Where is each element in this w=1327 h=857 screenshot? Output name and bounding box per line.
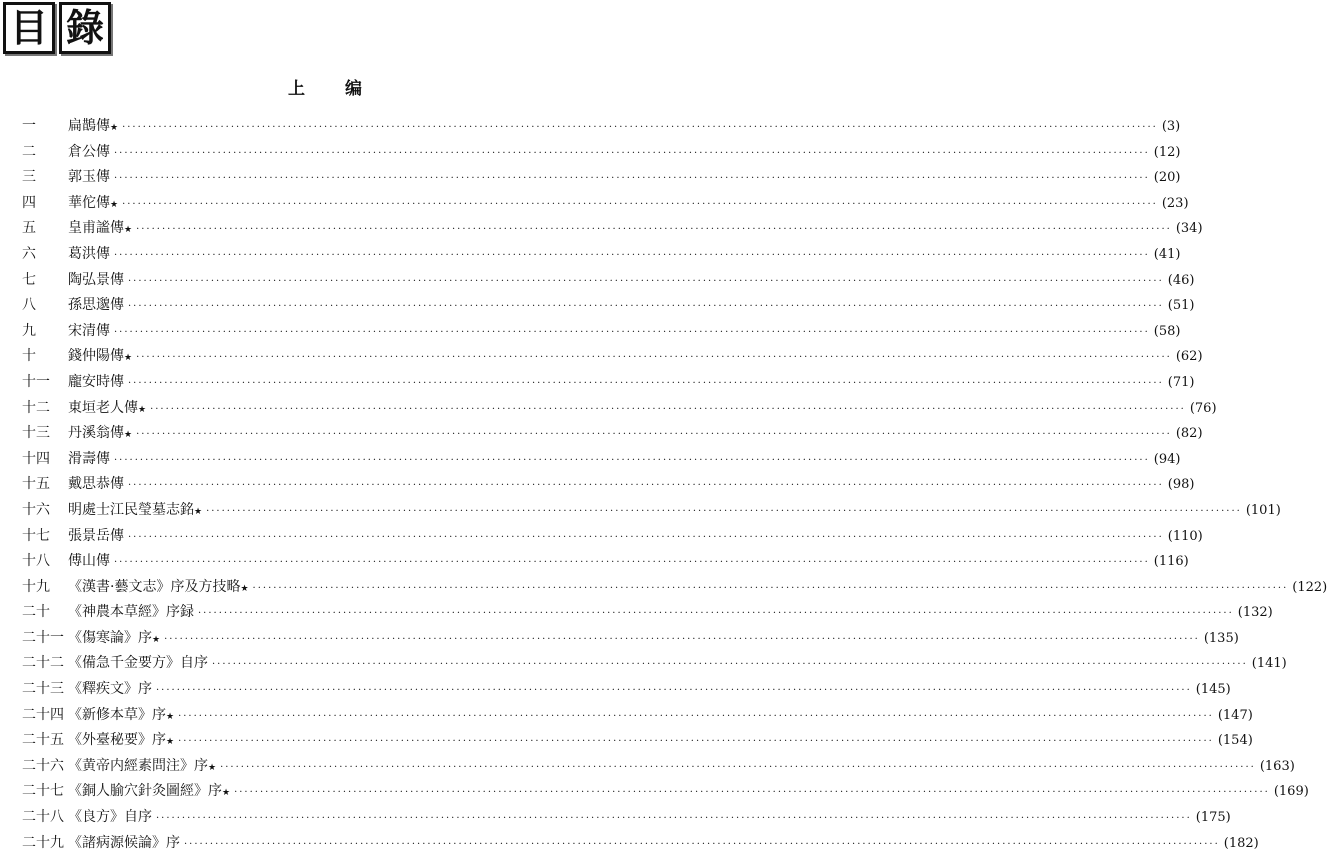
dot-leader: ········································································································································································································ xyxy=(156,685,1192,697)
toc-list xyxy=(22,114,1327,856)
toc-entry-page: (51) xyxy=(1167,298,1195,314)
toc-entry-title: 《銅人腧穴針灸圖經》序 xyxy=(68,783,222,800)
toc-entry-title: 《黄帝内經素問注》序 xyxy=(68,757,208,774)
toc-heading xyxy=(3,2,111,54)
toc-entry-title: 《備急千金要方》自序 xyxy=(68,655,208,672)
toc-entry-title: 戴思恭傳 xyxy=(68,476,124,493)
toc-entry-page: (98) xyxy=(1167,477,1195,493)
dot-leader: ········································································································································································································ xyxy=(114,249,1150,261)
dot-leader: ········································································································································································································ xyxy=(136,352,1172,364)
toc-entry-title: 葛洪傳 xyxy=(68,245,110,262)
toc-entry-page: (82) xyxy=(1175,426,1203,442)
heading-char-mu: 目 xyxy=(3,2,55,54)
toc-entry-number: 二十九 xyxy=(22,834,64,851)
toc-entry[interactable] xyxy=(22,293,1195,319)
toc-entry-page: (110) xyxy=(1167,528,1203,544)
star-icon: ★ xyxy=(240,583,249,594)
toc-entry-page: (147) xyxy=(1217,707,1253,723)
toc-entry-page: (175) xyxy=(1195,810,1231,826)
dot-leader: ········································································································································································································ xyxy=(178,736,1214,748)
toc-entry-number: 二十四 xyxy=(22,706,64,723)
toc-entry-title: 明處士江民瑩墓志銘 xyxy=(68,501,194,518)
toc-entry-title: 傅山傳 xyxy=(68,553,110,570)
dot-leader: ········································································································································································································ xyxy=(156,813,1192,825)
toc-entry-number: 二十三 xyxy=(22,681,64,698)
toc-entry-title: 孫思邈傳 xyxy=(68,297,124,314)
toc-entry[interactable] xyxy=(22,216,1203,242)
toc-entry-page: (101) xyxy=(1245,502,1281,518)
toc-entry[interactable] xyxy=(22,344,1203,370)
dot-leader: ········································································································································································································ xyxy=(114,147,1150,159)
toc-entry[interactable] xyxy=(22,319,1181,345)
toc-entry[interactable] xyxy=(22,165,1181,191)
star-icon: ★ xyxy=(152,634,161,645)
toc-entry[interactable] xyxy=(22,805,1231,831)
star-icon: ★ xyxy=(138,404,147,415)
toc-entry-page: (116) xyxy=(1153,554,1189,570)
toc-entry[interactable] xyxy=(22,600,1273,626)
toc-entry-number: 二十五 xyxy=(22,732,64,749)
star-icon: ★ xyxy=(166,711,175,722)
toc-entry-title: 宋清傳 xyxy=(68,322,110,339)
toc-entry-title: 《新修本草》序 xyxy=(68,706,166,723)
toc-entry[interactable] xyxy=(22,191,1189,217)
toc-entry[interactable] xyxy=(22,831,1259,857)
toc-entry-title: 張景岳傳 xyxy=(68,527,124,544)
toc-entry-number: 十五 xyxy=(22,476,50,493)
dot-leader: ········································································································································································································ xyxy=(234,787,1270,799)
dot-leader: ········································································································································································································ xyxy=(128,275,1164,287)
toc-entry-title: 《釋疾文》序 xyxy=(68,681,152,698)
toc-entry-number: 九 xyxy=(22,322,36,339)
toc-entry[interactable] xyxy=(22,779,1309,805)
toc-entry-number: 二十二 xyxy=(22,655,64,672)
toc-entry-title: 皇甫謐傳 xyxy=(68,220,124,237)
dot-leader: ········································································································································································································ xyxy=(206,505,1242,517)
toc-entry-title: 《神農本草經》序録 xyxy=(68,604,194,621)
toc-entry-page: (62) xyxy=(1175,349,1203,365)
toc-entry-page: (132) xyxy=(1237,605,1273,621)
toc-entry-page: (34) xyxy=(1175,221,1203,237)
toc-entry-title: 《諸病源候論》序 xyxy=(68,834,180,851)
star-icon: ★ xyxy=(124,353,133,364)
toc-entry-page: (122) xyxy=(1292,579,1327,595)
toc-entry[interactable] xyxy=(22,447,1181,473)
toc-entry-title: 郭玉傳 xyxy=(68,169,110,186)
toc-entry-number: 八 xyxy=(22,297,36,314)
toc-entry[interactable] xyxy=(22,114,1181,140)
star-icon: ★ xyxy=(194,506,203,517)
toc-entry[interactable] xyxy=(22,140,1181,166)
star-icon: ★ xyxy=(166,737,175,748)
toc-entry-title: 東垣老人傳 xyxy=(68,399,138,416)
star-icon: ★ xyxy=(124,430,133,441)
dot-leader: ········································································································································································································ xyxy=(136,224,1172,236)
toc-entry[interactable] xyxy=(22,549,1189,575)
dot-leader: ········································································································································································································ xyxy=(252,582,1289,594)
dot-leader: ········································································································································································································ xyxy=(122,122,1158,133)
toc-entry-number: 二 xyxy=(22,143,36,160)
toc-entry-page: (135) xyxy=(1203,630,1239,646)
dot-leader: ········································································································································································································ xyxy=(198,608,1234,620)
toc-entry-page: (76) xyxy=(1189,400,1217,416)
toc-entry-number: 五 xyxy=(22,220,36,237)
toc-entry[interactable] xyxy=(22,396,1217,422)
toc-entry-title: 丹溪翁傳 xyxy=(68,425,124,442)
toc-entry-page: (3) xyxy=(1161,119,1181,134)
dot-leader: ········································································································································································································ xyxy=(128,531,1164,543)
toc-entry-title: 倉公傳 xyxy=(68,143,110,160)
dot-leader: ········································································································································································································ xyxy=(184,838,1220,850)
toc-entry-number: 十一 xyxy=(22,373,50,390)
toc-entry-title: 陶弘景傳 xyxy=(68,271,124,288)
toc-entry-title: 《傷寒論》序 xyxy=(68,629,152,646)
toc-entry[interactable] xyxy=(22,677,1231,703)
heading-char-lu: 錄 xyxy=(59,2,111,54)
toc-entry-page: (71) xyxy=(1167,374,1195,390)
toc-entry-page: (145) xyxy=(1195,682,1231,698)
toc-entry-number: 六 xyxy=(22,245,36,262)
toc-entry-number: 十九 xyxy=(22,578,50,595)
toc-entry-number: 二十七 xyxy=(22,783,64,800)
toc-entry-page: (169) xyxy=(1273,784,1309,800)
dot-leader: ········································································································································································································ xyxy=(114,454,1150,466)
dot-leader: ········································································································································································································ xyxy=(114,557,1150,569)
toc-entry[interactable] xyxy=(22,754,1295,780)
toc-entry-page: (58) xyxy=(1153,323,1181,339)
star-icon: ★ xyxy=(124,225,133,236)
toc-entry-number: 十八 xyxy=(22,553,50,570)
toc-entry[interactable] xyxy=(22,703,1253,729)
toc-entry-page: (154) xyxy=(1217,733,1253,749)
toc-entry-number: 一 xyxy=(22,118,36,134)
toc-entry-number: 二十一 xyxy=(22,629,64,646)
toc-entry[interactable] xyxy=(22,651,1287,677)
dot-leader: ········································································································································································································ xyxy=(150,403,1186,415)
toc-entry-title: 錢仲陽傳 xyxy=(68,348,124,365)
dot-leader: ········································································································································································································ xyxy=(114,173,1150,185)
toc-entry[interactable] xyxy=(22,370,1195,396)
toc-entry-number: 十四 xyxy=(22,450,50,467)
toc-entry[interactable] xyxy=(22,524,1203,550)
dot-leader: ········································································································································································································ xyxy=(128,301,1164,313)
dot-leader: ········································································································································································································ xyxy=(136,429,1172,441)
toc-entry-number: 十二 xyxy=(22,399,50,416)
dot-leader: ········································································································································································································ xyxy=(178,710,1214,722)
dot-leader: ········································································································································································································ xyxy=(212,659,1248,671)
toc-entry-title: 滑壽傳 xyxy=(68,450,110,467)
toc-entry-title: 扁鵲傳 xyxy=(68,118,110,134)
toc-entry-title: 《外臺秘要》序 xyxy=(68,732,166,749)
toc-entry-page: (41) xyxy=(1153,246,1181,262)
toc-entry-page: (12) xyxy=(1153,144,1181,160)
star-icon: ★ xyxy=(110,123,119,133)
toc-entry-number: 十 xyxy=(22,348,36,365)
toc-entry[interactable] xyxy=(22,626,1239,652)
toc-entry-number: 二十六 xyxy=(22,757,64,774)
toc-entry[interactable] xyxy=(22,728,1253,754)
toc-entry[interactable] xyxy=(22,575,1327,601)
star-icon: ★ xyxy=(110,199,119,210)
toc-entry-page: (20) xyxy=(1153,170,1181,186)
toc-entry-number: 十七 xyxy=(22,527,50,544)
toc-entry[interactable] xyxy=(22,421,1203,447)
toc-entry-page: (46) xyxy=(1167,272,1195,288)
toc-entry-number: 二十八 xyxy=(22,809,64,826)
toc-entry[interactable] xyxy=(22,498,1281,524)
dot-leader: ········································································································································································································ xyxy=(128,377,1164,389)
toc-entry[interactable] xyxy=(22,472,1195,498)
toc-entry-title: 龐安時傳 xyxy=(68,373,124,390)
dot-leader: ········································································································································································································ xyxy=(114,326,1150,338)
toc-entry-title: 《良方》自序 xyxy=(68,809,152,826)
toc-entry[interactable] xyxy=(22,242,1181,268)
toc-entry-number: 三 xyxy=(22,169,36,186)
toc-entry-number: 十六 xyxy=(22,501,50,518)
toc-entry-number: 七 xyxy=(22,271,36,288)
toc-entry-page: (182) xyxy=(1223,835,1259,851)
dot-leader: ········································································································································································································ xyxy=(128,480,1164,492)
toc-entry-number: 二十 xyxy=(22,604,50,621)
toc-entry-number: 十三 xyxy=(22,425,50,442)
toc-entry-page: (163) xyxy=(1259,758,1295,774)
dot-leader: ········································································································································································································ xyxy=(122,198,1158,210)
dot-leader: ········································································································································································································ xyxy=(220,761,1256,773)
star-icon: ★ xyxy=(222,788,231,799)
section-title: 上编 xyxy=(288,79,402,99)
toc-entry-title: 華佗傳 xyxy=(68,194,110,211)
toc-entry-page: (94) xyxy=(1153,451,1181,467)
toc-entry-page: (23) xyxy=(1161,195,1189,211)
toc-entry-page: (141) xyxy=(1251,656,1287,672)
toc-entry-title: 《漢書·藝文志》序及方技略 xyxy=(68,578,241,595)
star-icon: ★ xyxy=(208,762,217,773)
toc-entry[interactable] xyxy=(22,268,1195,294)
toc-entry-number: 四 xyxy=(22,194,36,211)
dot-leader: ········································································································································································································ xyxy=(164,633,1200,645)
